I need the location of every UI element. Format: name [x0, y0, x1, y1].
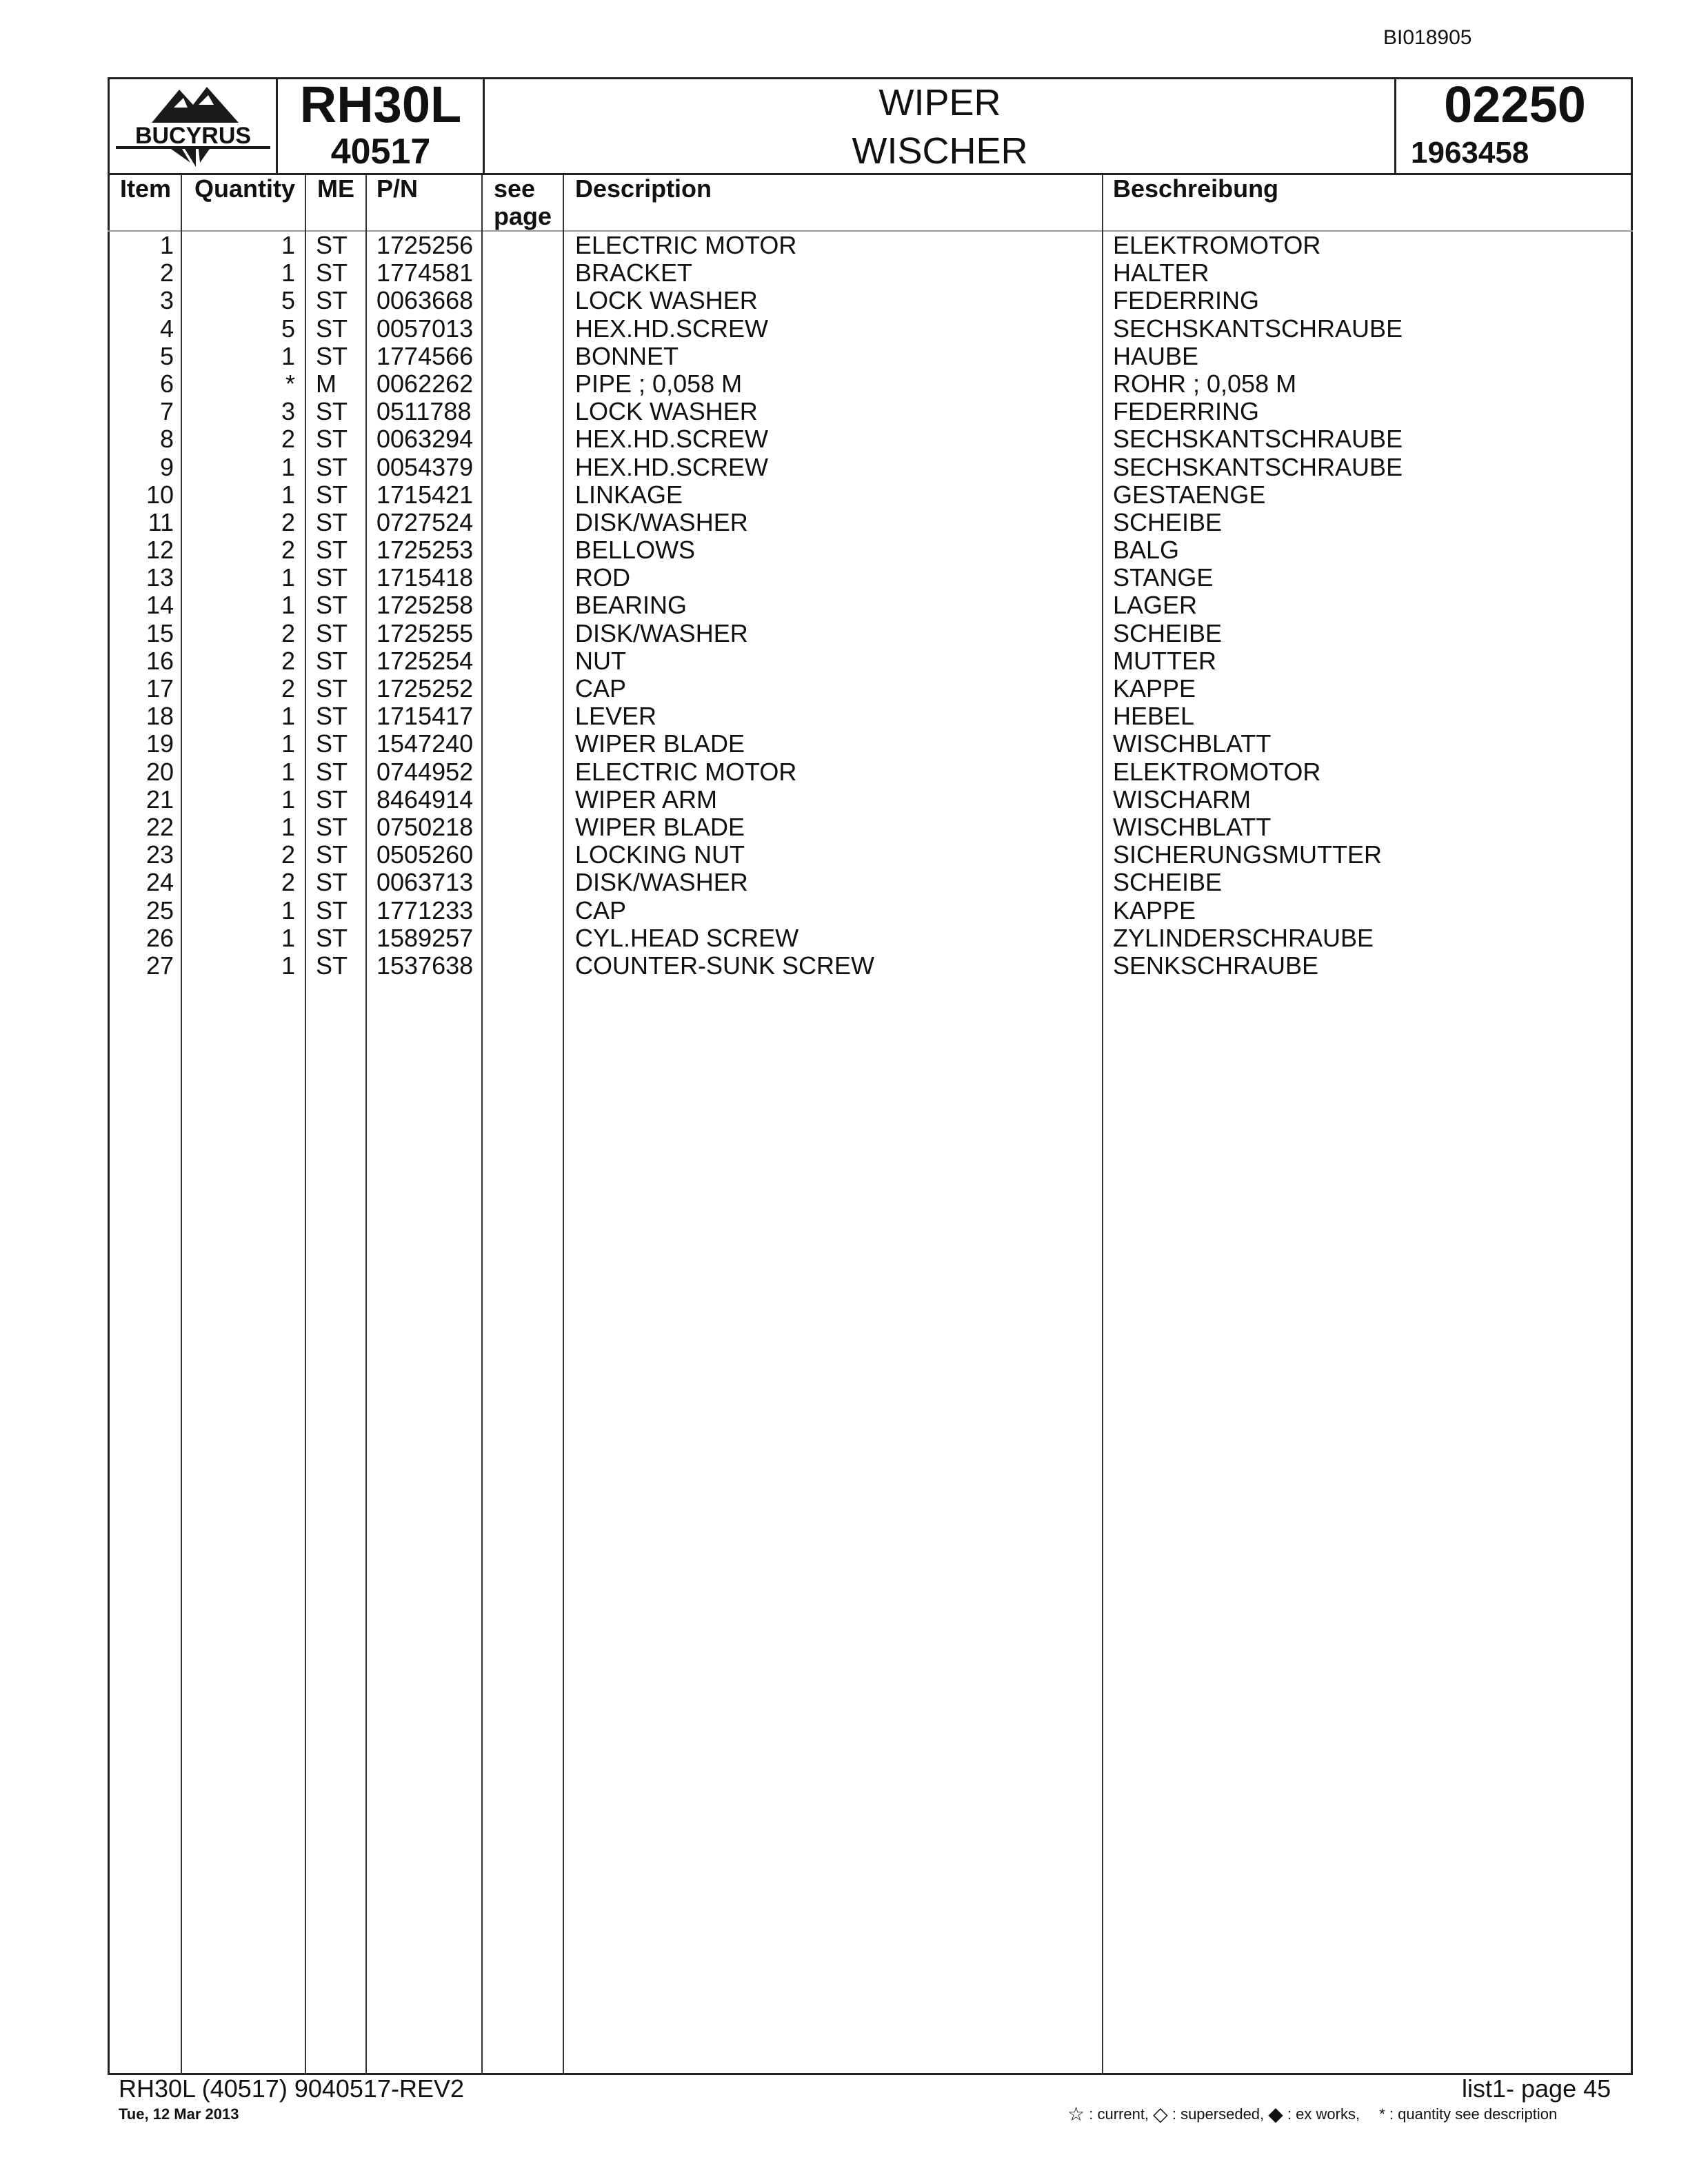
item-number: 7	[159, 397, 174, 426]
table-row	[0, 370, 1688, 398]
unit-cell: ST	[316, 868, 348, 897]
unit-cell: ST	[316, 840, 348, 869]
footer-date: Tue, 12 Mar 2013	[119, 2105, 239, 2123]
item-number: 3	[159, 286, 174, 315]
description-cell: WIPER BLADE	[575, 812, 745, 841]
part-number-cell: 1715421	[376, 480, 474, 509]
description-cell: ROD	[575, 563, 630, 592]
symbol-legend	[1067, 2103, 1557, 2125]
bucyrus-logo-icon	[110, 80, 276, 172]
beschreibung-cell: FEDERRING	[1113, 397, 1260, 426]
unit-cell: ST	[316, 563, 348, 592]
description-cell: BELLOWS	[575, 536, 696, 565]
table-row	[0, 315, 1688, 343]
legend-current: : current,	[1089, 2105, 1149, 2123]
part-number-cell: 0057013	[376, 314, 474, 343]
item-number: 4	[159, 314, 174, 343]
legend-quantity: * : quantity see description	[1379, 2105, 1558, 2123]
item-number: 15	[145, 618, 174, 647]
description-cell: ELECTRIC MOTOR	[575, 231, 797, 259]
quantity-cell: 1	[281, 785, 295, 813]
item-number: 19	[145, 729, 174, 758]
beschreibung-cell: ELEKTROMOTOR	[1113, 757, 1321, 786]
item-number: 10	[145, 480, 174, 509]
beschreibung-cell: HEBEL	[1113, 702, 1195, 731]
description-cell: BEARING	[575, 591, 687, 620]
quantity-cell: 1	[281, 757, 295, 786]
unit-cell: ST	[316, 425, 348, 454]
description-cell: CYL.HEAD SCREW	[575, 923, 799, 952]
table-row	[0, 620, 1688, 647]
part-number-cell: 0744952	[376, 757, 474, 786]
header-divider	[276, 77, 278, 175]
unit-cell: ST	[316, 259, 348, 287]
beschreibung-cell: KAPPE	[1113, 896, 1196, 924]
table-row	[0, 343, 1688, 370]
item-number: 13	[145, 563, 174, 592]
quantity-cell: 1	[281, 951, 295, 980]
table-row	[0, 813, 1688, 841]
description-cell: WIPER ARM	[575, 785, 718, 813]
unit-cell: ST	[316, 231, 348, 259]
description-cell: DISK/WASHER	[575, 507, 748, 536]
part-number-cell: 0063668	[376, 286, 474, 315]
item-number: 27	[145, 951, 174, 980]
column-header-see: see	[494, 174, 536, 203]
svg-text:BUCYRUS: BUCYRUS	[134, 123, 252, 149]
table-row	[0, 730, 1688, 758]
item-number: 17	[145, 674, 174, 702]
drawing-number: 1963458	[1411, 136, 1529, 170]
unit-cell: ST	[316, 618, 348, 647]
part-number-cell: 1725256	[376, 231, 474, 259]
diamond-outline-icon: ◇	[1153, 2103, 1168, 2125]
legend-superseded: : superseded,	[1172, 2105, 1265, 2123]
part-number-cell: 1774581	[376, 259, 474, 287]
star-outline-icon: ☆	[1067, 2103, 1085, 2125]
table-row	[0, 702, 1688, 730]
part-number-cell: 0062262	[376, 369, 474, 398]
item-number: 6	[159, 369, 174, 398]
item-number: 9	[159, 452, 174, 481]
quantity-cell: 1	[281, 452, 295, 481]
part-number-cell: 1725253	[376, 536, 474, 565]
part-number-cell: 0063294	[376, 425, 474, 454]
bucyrus-logo	[110, 80, 276, 172]
part-number-cell: 8464914	[376, 785, 474, 813]
unit-cell: ST	[316, 757, 348, 786]
unit-cell: ST	[316, 591, 348, 620]
description-cell: LOCK WASHER	[575, 286, 758, 315]
part-number-cell: 1771233	[376, 896, 474, 924]
quantity-cell: 2	[281, 674, 295, 702]
part-number-cell: 0063713	[376, 868, 474, 897]
description-cell: LEVER	[575, 702, 657, 731]
table-row	[0, 758, 1688, 786]
description-cell: HEX.HD.SCREW	[575, 452, 769, 481]
beschreibung-cell: HALTER	[1113, 259, 1209, 287]
item-number: 24	[145, 868, 174, 897]
item-number: 18	[145, 702, 174, 731]
table-row	[0, 924, 1688, 952]
description-cell: PIPE ; 0,058 M	[575, 369, 743, 398]
item-number: 23	[145, 840, 174, 869]
quantity-cell: 1	[281, 591, 295, 620]
item-number: 2	[159, 259, 174, 287]
table-row	[0, 536, 1688, 564]
beschreibung-cell: FEDERRING	[1113, 286, 1260, 315]
beschreibung-cell: WISCHBLATT	[1113, 812, 1272, 841]
beschreibung-cell: WISCHBLATT	[1113, 729, 1272, 758]
unit-cell: ST	[316, 341, 348, 370]
unit-cell: ST	[316, 729, 348, 758]
unit-cell: ST	[316, 674, 348, 702]
beschreibung-cell: SICHERUNGSMUTTER	[1113, 840, 1383, 869]
item-number: 25	[145, 896, 174, 924]
unit-cell: ST	[316, 480, 348, 509]
table-row	[0, 425, 1688, 453]
quantity-cell: 1	[281, 812, 295, 841]
description-cell: LOCKING NUT	[575, 840, 745, 869]
unit-cell: ST	[316, 452, 348, 481]
unit-cell: ST	[316, 923, 348, 952]
description-cell: DISK/WASHER	[575, 618, 748, 647]
item-number: 5	[159, 341, 174, 370]
description-cell: NUT	[575, 646, 626, 675]
description-cell: CAP	[575, 674, 627, 702]
item-number: 11	[148, 507, 174, 536]
quantity-cell: 1	[281, 729, 295, 758]
description-cell: HEX.HD.SCREW	[575, 314, 769, 343]
beschreibung-cell: GESTAENGE	[1113, 480, 1266, 509]
header-divider	[483, 77, 485, 175]
part-number-cell: 0505260	[376, 840, 474, 869]
unit-cell: ST	[316, 286, 348, 315]
unit-cell: ST	[316, 646, 348, 675]
item-number: 21	[145, 785, 174, 813]
quantity-cell: 2	[281, 646, 295, 675]
column-header-page: page	[494, 202, 552, 230]
part-number-cell: 0750218	[376, 812, 474, 841]
column-header-beschreibung: Beschreibung	[1113, 174, 1279, 203]
item-number: 12	[145, 536, 174, 565]
quantity-cell: 2	[281, 618, 295, 647]
quantity-cell: 1	[281, 702, 295, 731]
assembly-title-en: WIPER	[878, 82, 1001, 123]
unit-cell: ST	[316, 702, 348, 731]
beschreibung-cell: SCHEIBE	[1113, 618, 1223, 647]
quantity-cell: 1	[281, 480, 295, 509]
unit-cell: ST	[316, 507, 348, 536]
diamond-filled-icon: ◆	[1268, 2103, 1283, 2125]
quantity-cell: 1	[281, 259, 295, 287]
unit-cell: ST	[316, 397, 348, 426]
description-cell: DISK/WASHER	[575, 868, 748, 897]
quantity-cell: 2	[281, 868, 295, 897]
unit-cell: ST	[316, 812, 348, 841]
column-header-quantity: Quantity	[194, 174, 296, 203]
description-cell: CAP	[575, 896, 627, 924]
item-number: 8	[159, 425, 174, 454]
footer-page-number: list1- page 45	[1462, 2074, 1611, 2103]
table-row	[0, 509, 1688, 536]
beschreibung-cell: SECHSKANTSCHRAUBE	[1113, 425, 1403, 454]
unit-cell: ST	[316, 536, 348, 565]
description-cell: ELECTRIC MOTOR	[575, 757, 797, 786]
quantity-cell: 3	[281, 397, 295, 426]
beschreibung-cell: MUTTER	[1113, 646, 1216, 675]
part-number-cell: 1725252	[376, 674, 474, 702]
table-row	[0, 564, 1688, 592]
description-cell: LOCK WASHER	[575, 397, 758, 426]
part-number-cell: 1725258	[376, 591, 474, 620]
beschreibung-cell: BALG	[1113, 536, 1180, 565]
model-number: 40517	[330, 132, 431, 172]
beschreibung-cell: ROHR ; 0,058 M	[1113, 369, 1297, 398]
part-number-cell: 1589257	[376, 923, 474, 952]
beschreibung-cell: HAUBE	[1113, 341, 1199, 370]
unit-cell: ST	[316, 785, 348, 813]
quantity-cell: 5	[281, 286, 295, 315]
column-header-me: ME	[317, 174, 354, 203]
table-row	[0, 675, 1688, 702]
beschreibung-cell: WISCHARM	[1113, 785, 1251, 813]
table-row	[0, 647, 1688, 675]
table-row	[0, 841, 1688, 869]
beschreibung-cell: STANGE	[1113, 563, 1214, 592]
part-number-cell: 0054379	[376, 452, 474, 481]
table-row	[0, 592, 1688, 619]
beschreibung-cell: SENKSCHRAUBE	[1113, 951, 1319, 980]
table-row	[0, 786, 1688, 813]
table-row	[0, 897, 1688, 924]
quantity-cell: 1	[281, 563, 295, 592]
part-number-cell: 1725254	[376, 646, 474, 675]
footer-document-ref: RH30L (40517) 9040517-REV2	[119, 2074, 464, 2103]
part-number-cell: 1715417	[376, 702, 474, 731]
quantity-cell: 2	[281, 536, 295, 565]
part-number-cell: 1715418	[376, 563, 474, 592]
part-number-cell: 0727524	[376, 507, 474, 536]
part-number-cell: 1725255	[376, 618, 474, 647]
group-number: 02250	[1444, 76, 1586, 133]
description-cell: LINKAGE	[575, 480, 683, 509]
unit-cell: M	[316, 369, 336, 398]
part-number-cell: 0511788	[376, 397, 472, 426]
beschreibung-cell: SECHSKANTSCHRAUBE	[1113, 314, 1403, 343]
beschreibung-cell: SECHSKANTSCHRAUBE	[1113, 452, 1403, 481]
description-cell: WIPER BLADE	[575, 729, 745, 758]
beschreibung-cell: KAPPE	[1113, 674, 1196, 702]
document-code: BI018905	[1383, 26, 1472, 49]
column-header-pn: P/N	[376, 174, 419, 203]
item-number: 1	[159, 231, 174, 259]
beschreibung-cell: LAGER	[1113, 591, 1198, 620]
quantity-cell: 1	[281, 231, 295, 259]
assembly-title-de: WISCHER	[852, 130, 1028, 172]
item-number: 26	[145, 923, 174, 952]
item-number: 20	[145, 757, 174, 786]
item-number: 14	[145, 591, 174, 620]
table-row	[0, 454, 1688, 481]
quantity-cell: 2	[281, 507, 295, 536]
quantity-cell: 1	[281, 923, 295, 952]
description-cell: BONNET	[575, 341, 679, 370]
table-row	[0, 259, 1688, 287]
item-number: 22	[145, 812, 174, 841]
unit-cell: ST	[316, 896, 348, 924]
column-header-description: Description	[575, 174, 712, 203]
unit-cell: ST	[316, 951, 348, 980]
quantity-cell: 1	[281, 896, 295, 924]
description-cell: COUNTER-SUNK SCREW	[575, 951, 875, 980]
table-row	[0, 952, 1688, 980]
quantity-cell: *	[285, 369, 295, 398]
description-cell: HEX.HD.SCREW	[575, 425, 769, 454]
quantity-cell: 5	[281, 314, 295, 343]
beschreibung-cell: ELEKTROMOTOR	[1113, 231, 1321, 259]
table-row	[0, 398, 1688, 425]
part-number-cell: 1537638	[376, 951, 474, 980]
legend-exworks: : ex works,	[1287, 2105, 1360, 2123]
beschreibung-cell: SCHEIBE	[1113, 868, 1223, 897]
column-header-item: Item	[120, 174, 172, 203]
quantity-cell: 2	[281, 840, 295, 869]
parts-list	[0, 230, 1688, 980]
beschreibung-cell: ZYLINDERSCHRAUBE	[1113, 923, 1374, 952]
description-cell: BRACKET	[575, 259, 693, 287]
table-row	[0, 481, 1688, 509]
table-row	[0, 232, 1688, 259]
quantity-cell: 2	[281, 425, 295, 454]
beschreibung-cell: SCHEIBE	[1113, 507, 1223, 536]
table-row	[0, 869, 1688, 896]
model-name: RH30L	[299, 76, 462, 133]
quantity-cell: 1	[281, 341, 295, 370]
table-row	[0, 287, 1688, 314]
item-number: 16	[145, 646, 174, 675]
unit-cell: ST	[316, 314, 348, 343]
part-number-cell: 1774566	[376, 341, 474, 370]
header-divider	[1394, 77, 1396, 175]
part-number-cell: 1547240	[376, 729, 474, 758]
